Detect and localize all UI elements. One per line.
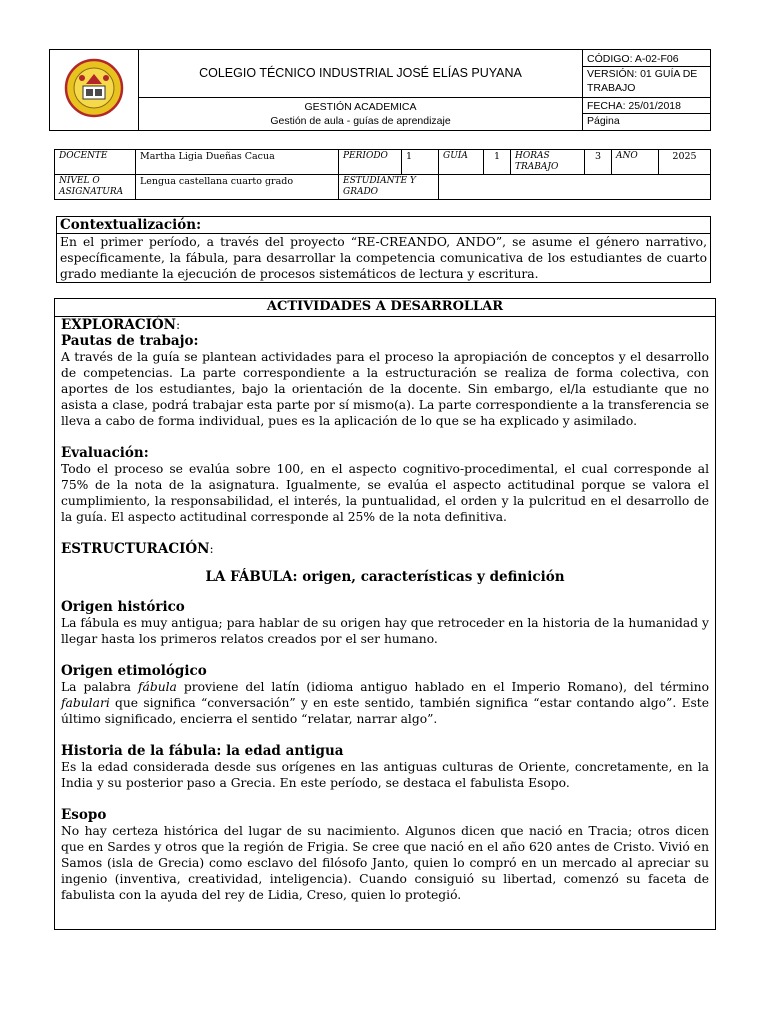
historia-text: Es la edad considerada desde sus orígenes en las antiguas culturas de Oriente, concretamente, en la India y su posterior paso a Grecia. En este período, se destaca el fabulista Esopo. bbox=[61, 760, 709, 790]
docente-value: Martha Ligia Dueñas Cacua bbox=[136, 150, 339, 175]
estructuracion-heading: ESTRUCTURACIÓN bbox=[61, 541, 210, 557]
etim-part-2: proviene del latín (idioma antiguo hablado en el Imperio Romano), del término bbox=[176, 680, 709, 694]
estudiante-value[interactable] bbox=[439, 175, 711, 200]
estudiante-label: ESTUDIANTE Y GRADO bbox=[339, 175, 439, 200]
nivel-label: NIVEL O ASIGNATURA bbox=[55, 175, 136, 200]
activities-title: ACTIVIDADES A DESARROLLAR bbox=[55, 299, 715, 317]
guia-value: 1 bbox=[484, 150, 511, 175]
document-header bbox=[49, 49, 711, 131]
evaluacion-heading: Evaluación: bbox=[61, 445, 149, 461]
etimologico-text bbox=[61, 679, 709, 727]
nivel-value: Lengua castellana cuarto grado bbox=[136, 175, 339, 200]
origen-text: La fábula es muy antigua; para hablar de su origen hay que retroceder en la historia de la humanidad y llegar hasta los primeros relatos creados por el ser humano. bbox=[61, 616, 709, 646]
subdepartment-name: Gestión de aula - guías de aprendizaje bbox=[270, 114, 451, 127]
fabula-title: LA FÁBULA: origen, características y definición bbox=[205, 569, 565, 585]
periodo-label: PERIODO bbox=[339, 150, 402, 175]
page-label: Página bbox=[587, 115, 620, 128]
document-date: FECHA: 25/01/2018 bbox=[583, 99, 710, 114]
anio-label: AÑO bbox=[612, 150, 659, 175]
horas-label: HORAS TRABAJO bbox=[511, 150, 585, 175]
pautas-text: A través de la guía se plantean actividades para el proceso la apropiación de conceptos y el desarrollo de competencias. La parte correspondiente a la estructuración se realiza de forma colectiva, con aportes de los estudiantes, bajo la orientación de la docente. Sin embargo, el/la estudiante que no asista a clase, podrá trabajar esta parte por sí mismo(a). La parte correspondiente a la transferencia se lleva a cabo de forma individual, pues es la aplicación de lo que se ha explicado y asimilado. bbox=[61, 350, 709, 428]
etimologico-heading: Origen etimológico bbox=[61, 663, 207, 679]
institution-name: COLEGIO TÉCNICO INDUSTRIAL JOSÉ ELÍAS PUYANA bbox=[139, 50, 583, 98]
origen-heading: Origen histórico bbox=[61, 599, 185, 615]
school-logo-cell bbox=[50, 50, 139, 131]
department-name: GESTIÓN ACADEMICA bbox=[304, 100, 417, 113]
etim-part-1: La palabra bbox=[61, 680, 138, 694]
pautas-heading: Pautas de trabajo: bbox=[61, 333, 199, 349]
horas-value: 3 bbox=[585, 150, 612, 175]
esopo-heading: Esopo bbox=[61, 807, 107, 823]
anio-value: 2025 bbox=[659, 150, 711, 175]
context-box bbox=[56, 216, 711, 283]
info-table bbox=[54, 149, 711, 200]
exploracion-heading: EXPLORACIÓN bbox=[61, 317, 177, 333]
guia-label: GUÍA bbox=[439, 150, 484, 175]
etim-part-3: que significa “conversación” y en este sentido, también significa “estar contando algo”. Este último significado, encierra el sentido “relatar, narrar algo”. bbox=[61, 696, 709, 726]
historia-heading: Historia de la fábula: la edad antigua bbox=[61, 743, 344, 759]
document-version: VERSIÓN: 01 GUÍA DE TRABAJO bbox=[587, 67, 698, 94]
activities-box: ACTIVIDADES A DESARROLLAR EXPLORACIÓN: Pautas de trabajo: A través de la guía se plantean actividades para el proceso la apropiación de conceptos y el desarrollo de competencias. La parte correspondiente a la estructuración se realiza de forma colectiva, con aportes de los estudiantes, bajo la orientación de la docente. Sin embargo, el/la estudiante que no asista a clase, podrá trabajar esta parte por sí mismo(a). La parte correspondiente a la transferencia se lleva a cabo de forma individual, pues es la aplicación de lo que se ha explicado y asimilado. Evaluación: Todo el proceso se evalúa sobre 100, en el aspecto cognitivo-procedimental, el cual corresponde al 75% de la nota de la asignatura. Igualmente, se evalúa el aspecto actitudinal porque se valora el cumplimiento, la responsabilidad, el interés, la puntualidad, el orden y la pulcritud en el desarrollo de la guía. El aspecto actitudinal corresponde al 25% de la nota definitiva. ESTRUCTURACIÓN: LA FÁBULA: origen, características y definición Origen histórico La fábula es muy antigua; para hablar de su origen hay que retroceder en la historia de la humanidad y llegar hasta los primeros relatos creados por el ser humano. Origen etimológico La palabra fábula proviene del latín (idioma antiguo hablado en el Imperio Romano), del término fabulari que significa “conversación” y en este sentido, también significa “estar contando algo”. Este último significado, encierra el sentido “relatar, narrar algo”. Historia de la fábula: la edad antigua Es la edad considerada desde sus orígenes en las antiguas culturas de Oriente, concretamente, en la India y su posterior paso a Grecia. En este período, se destaca el fabulista Esopo. Esopo No hay certeza histórica del lugar de su nacimiento. Algunos dicen que nació en Tracia; otros dicen que en Sardes y otros que la región de Frigia. Se cree que nació en el año 620 antes de Cristo. Vivió en Samos (isla de Grecia) como esclavo del filósofo Janto, quien lo compró en un mercado al apreciar su ingenio (inventiva, creatividad, inteligencia). Cuando consiguió su libertad, comenzó su faceta de fabulista con la ayuda del rey de Lidia, Creso, quien lo protegió. bbox=[54, 298, 716, 930]
school-logo-icon bbox=[64, 58, 124, 118]
docente-label: DOCENTE bbox=[55, 150, 136, 175]
document-code: CÓDIGO: A-02-F06 bbox=[583, 52, 710, 67]
esopo-text: No hay certeza histórica del lugar de su nacimiento. Algunos dicen que nació en Tracia; otros dicen que en Sardes y otros que la región de Frigia. Se cree que nació en el año 620 antes de Cristo. Vivió en Samos (isla de Grecia) como esclavo del filósofo Janto, quien lo compró en un mercado al apreciar su ingenio (inventiva, creatividad, inteligencia). Cuando consiguió su libertad, comenzó su faceta de fabulista con la ayuda del rey de Lidia, Creso, quien lo protegió. bbox=[61, 824, 709, 902]
etim-word-fabula: fábula bbox=[137, 680, 177, 694]
evaluacion-text: Todo el proceso se evalúa sobre 100, en el aspecto cognitivo-procedimental, el cual corresponde al 75% de la nota de la asignatura. Igualmente, se evalúa el aspecto actitudinal porque se valora el cumplimiento, la responsabilidad, el interés, la puntualidad, el orden y la pulcritud en el desarrollo de la guía. El aspecto actitudinal corresponde al 25% de la nota definitiva. bbox=[61, 462, 709, 524]
context-title: Contextualización: bbox=[57, 217, 710, 234]
periodo-value: 1 bbox=[402, 150, 439, 175]
context-text: En el primer período, a través del proyecto “RE-CREANDO, ANDO”, se asume el género narrativo, específicamente, la fábula, para desarrollar la competencia comunicativa de los estudiantes de cuarto grado mediante la ejecución de procesos sistemáticos de lectura y escritura. bbox=[60, 235, 707, 281]
etim-word-fabulari: fabulari bbox=[61, 696, 110, 710]
